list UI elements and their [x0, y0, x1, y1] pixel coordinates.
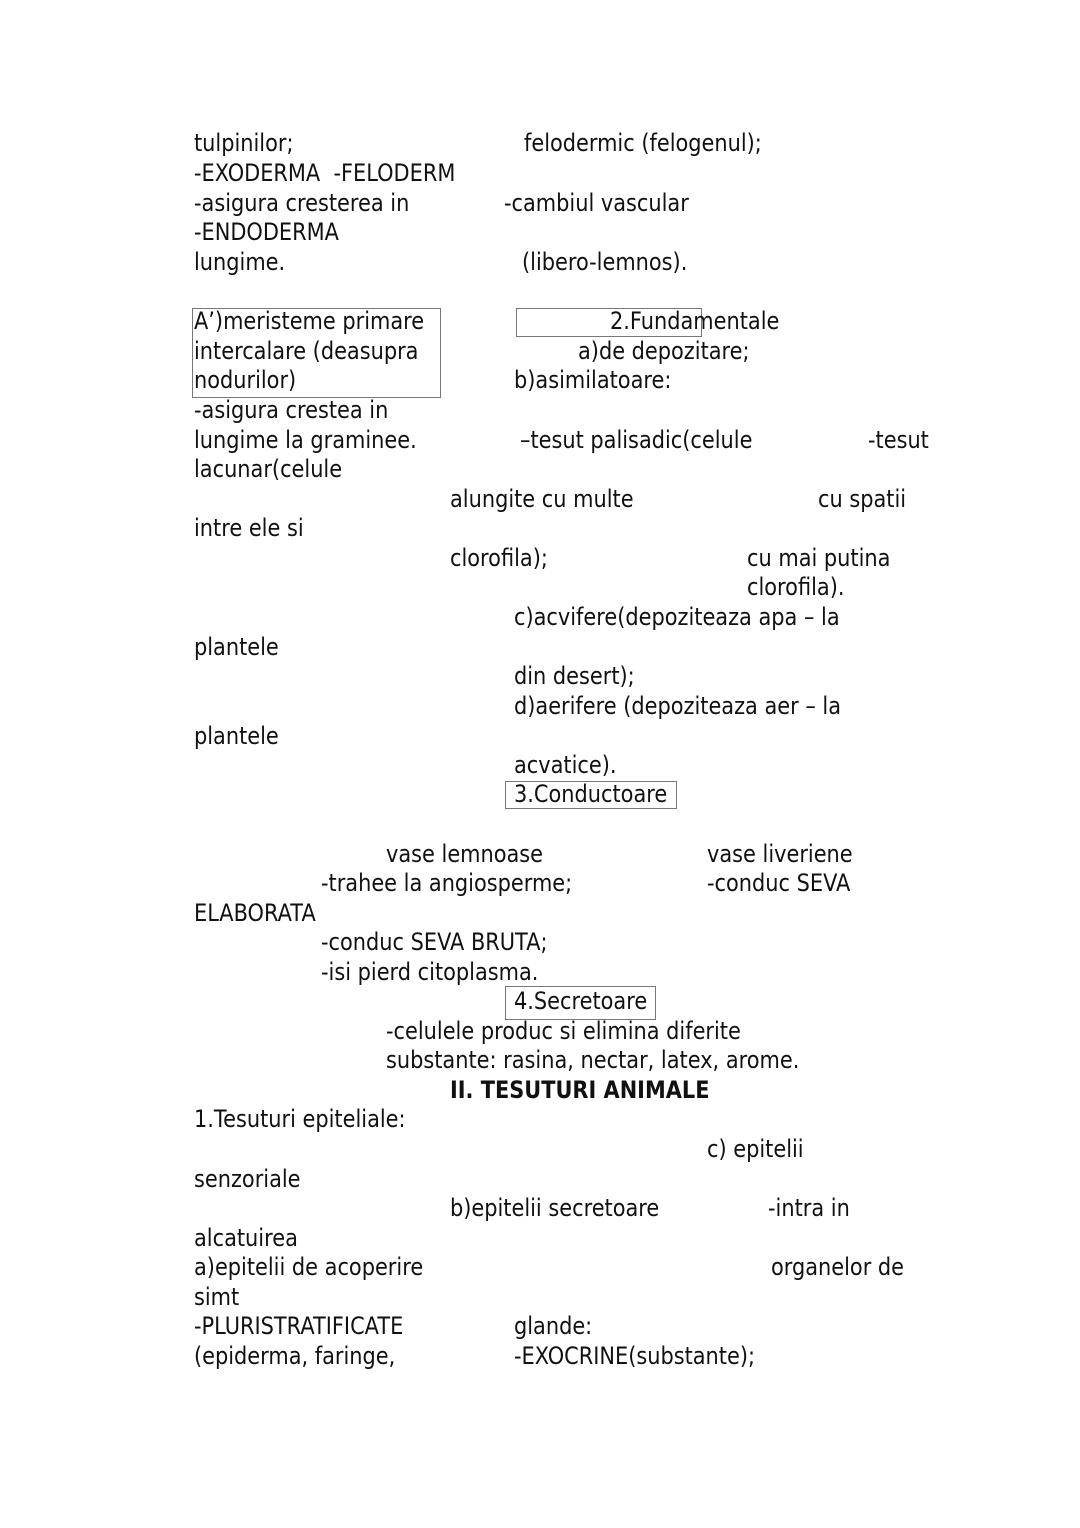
- text-line: c) epitelii: [707, 1135, 804, 1163]
- text-line: -isi pierd citoplasma.: [321, 958, 539, 986]
- text-line: (epiderma, faringe,: [194, 1342, 396, 1370]
- text-line: acvatice).: [514, 751, 617, 779]
- text-line: lungime.: [194, 248, 286, 276]
- text-line: –tesut palisadic(celule: [520, 426, 753, 454]
- text-line: intercalare (deasupra: [194, 337, 419, 365]
- text-line: clorofila);: [450, 544, 548, 572]
- text-line: a)de depozitare;: [578, 337, 750, 365]
- text-line: 3.Conductoare: [514, 780, 668, 808]
- text-line: -celulele produc si elimina diferite: [386, 1017, 741, 1045]
- text-line: plantele: [194, 722, 279, 750]
- text-line: a)epitelii de acoperire: [194, 1253, 424, 1281]
- text-line: glande:: [514, 1312, 593, 1340]
- text-line: alcatuirea: [194, 1224, 298, 1252]
- text-line: ELABORATA: [194, 899, 316, 927]
- text-line: (libero-lemnos).: [522, 248, 688, 276]
- text-line: nodurilor): [194, 366, 297, 394]
- text-line: 2.Fundamentale: [610, 307, 780, 335]
- text-line: -asigura cresterea in: [194, 189, 410, 217]
- text-line: -asigura crestea in: [194, 396, 389, 424]
- text-line: senzoriale: [194, 1165, 301, 1193]
- text-line: c)acvifere(depoziteaza apa – la: [514, 603, 840, 631]
- text-line: felodermic (felogenul);: [524, 129, 762, 157]
- text-line: lungime la graminee.: [194, 426, 417, 454]
- section-heading: II. TESUTURI ANIMALE: [450, 1076, 710, 1104]
- text-line: -intra in: [768, 1194, 850, 1222]
- text-line: d)aerifere (depoziteaza aer – la: [514, 692, 842, 720]
- text-line: -conduc SEVA: [707, 869, 851, 897]
- text-line: -tesut: [868, 426, 929, 454]
- text-line: A’)meristeme primare: [194, 307, 425, 335]
- text-line: tulpinilor;: [194, 129, 294, 157]
- text-line: -ENDODERMA: [194, 218, 339, 246]
- text-line: simt: [194, 1283, 240, 1311]
- text-line: b)epitelii secretoare: [450, 1194, 660, 1222]
- text-line: -conduc SEVA BRUTA;: [321, 928, 548, 956]
- text-line: 1.Tesuturi epiteliale:: [194, 1105, 406, 1133]
- text-line: -EXODERMA -FELODERM: [194, 159, 456, 187]
- text-line: lacunar(celule: [194, 455, 343, 483]
- text-line: cu mai putina: [747, 544, 891, 572]
- text-line: alungite cu multe: [450, 485, 634, 513]
- text-line: vase liveriene: [707, 840, 853, 868]
- text-line: din desert);: [514, 662, 635, 690]
- text-line: substante: rasina, nectar, latex, arome.: [386, 1046, 800, 1074]
- text-line: cu spatii: [818, 485, 907, 513]
- text-line: -EXOCRINE(substante);: [514, 1342, 756, 1370]
- text-line: clorofila).: [747, 573, 845, 601]
- text-line: -cambiul vascular: [504, 189, 689, 217]
- text-line: intre ele si: [194, 514, 304, 542]
- text-line: -trahee la angiosperme;: [321, 869, 573, 897]
- text-line: vase lemnoase: [386, 840, 544, 868]
- text-line: b)asimilatoare:: [514, 366, 672, 394]
- text-line: 4.Secretoare: [514, 987, 648, 1015]
- text-line: plantele: [194, 633, 279, 661]
- text-line: -PLURISTRATIFICATE: [194, 1312, 404, 1340]
- text-line: organelor de: [771, 1253, 905, 1281]
